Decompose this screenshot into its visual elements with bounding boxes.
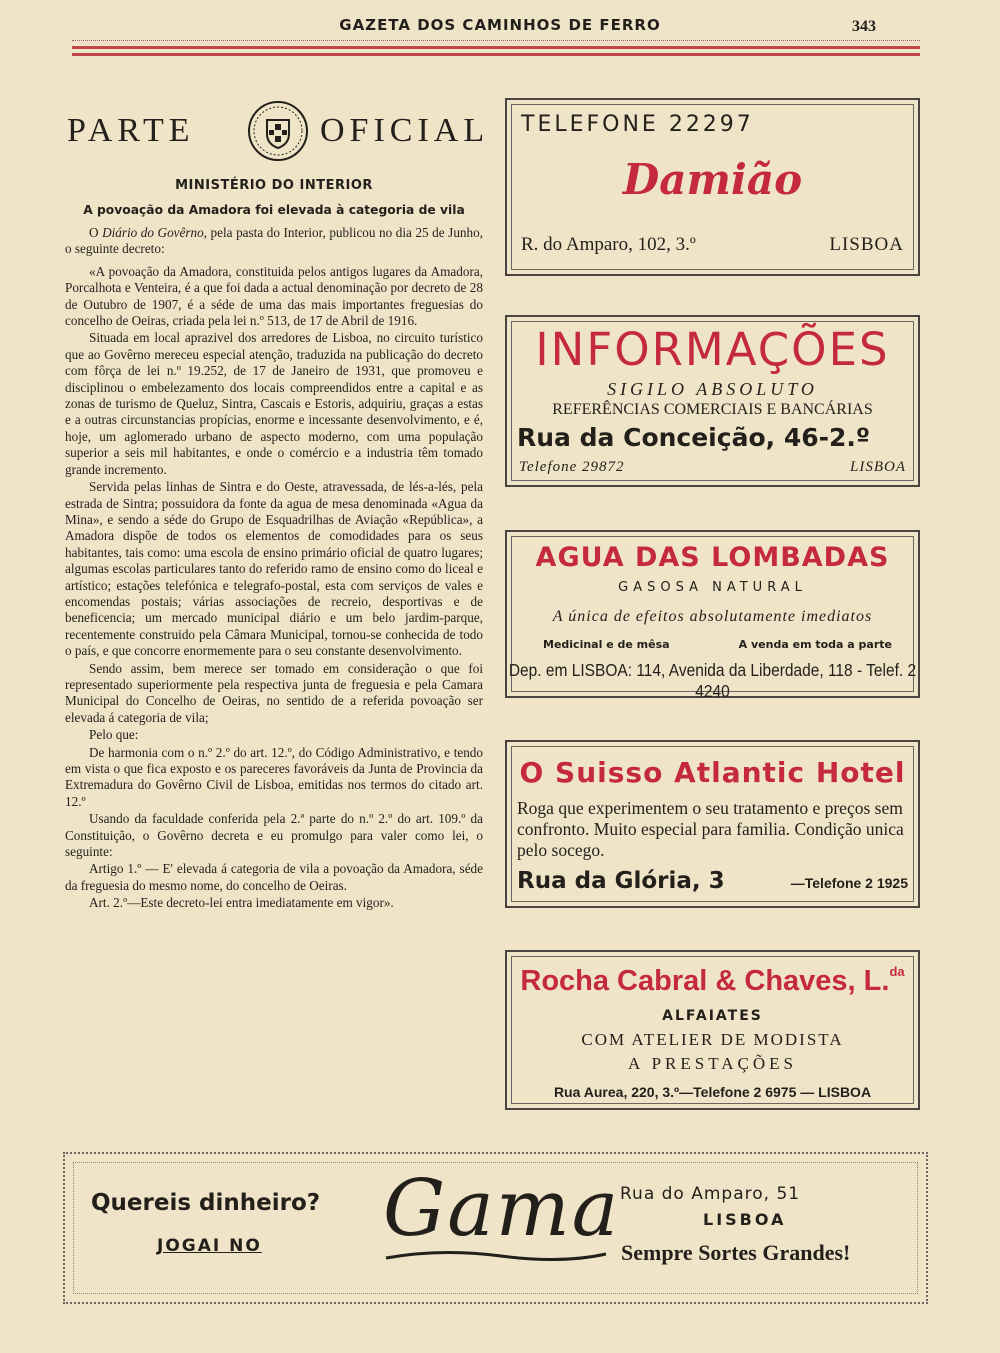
masthead-title: GAZETA DOS CAMINHOS DE FERRO xyxy=(339,16,661,34)
section-heading xyxy=(65,100,490,164)
ad-damiao xyxy=(505,98,920,276)
article-paragraph: Pelo que: xyxy=(89,727,139,743)
section-heading-right: OFICIAL xyxy=(320,112,490,149)
gama-swash-decoration xyxy=(381,1246,611,1266)
ad-rocha-address: Rua Aurea, 220, 3.º—Telefone 2 6975 — LISBOA xyxy=(553,1084,872,1100)
article-paragraph: Servida pelas linhas de Sintra e do Oeste, atravessada, de lés-a-lés, pela estrada de Sintra; possuidora da fonte da agua de mesa denominada «Agua da Mina», e sendo a séde do Grupo de Esquadrilhas de Aviação «República», a Amadora dispõe de todos os elementos de comodidades para os seus habitantes, tais como: uma escola de ensino primário oficial de quatro lugares; algumas escolas particulares tanto do referido ramo de ensino como do liceal e artístico; estações telefónica e telegrafo-postal, esta com serviços de vales e encomendas postais; várias associações de recreio, desportivas e de beneficencia; um mercado municipal diário e um belo jardim-parque, recentemente construido pela Câmara Municipal, tornou-se conhecida de todo o país, e que concorre enormemente para o seu constante desenvolvimento. xyxy=(65,479,483,659)
ad-damiao-city: LISBOA xyxy=(829,234,904,255)
ad-informacoes-subtitle: SIGILO ABSOLUTO xyxy=(607,379,818,399)
decree-title: A povoação da Amadora foi elevada à categoria de vila xyxy=(83,203,465,217)
ministry-heading: MINISTÉRIO DO INTERIOR xyxy=(175,178,373,193)
header-rule-dotted xyxy=(72,40,920,41)
section-heading-left: PARTE xyxy=(67,112,195,149)
header-rule-red xyxy=(72,46,920,49)
ad-lombadas-left-note: Medicinal e de mêsa xyxy=(543,638,670,651)
article-body xyxy=(65,225,483,912)
ad-lombadas xyxy=(505,530,920,702)
ad-lombadas-title: AGUA DAS LOMBADAS xyxy=(535,542,890,573)
ad-damiao-address: R. do Amparo, 102, 3.º xyxy=(521,234,696,255)
ad-informacoes-telephone: Telefone 29872 xyxy=(519,459,625,475)
ad-lombadas-depot: Dep. em LISBOA: 114, Avenida da Liberdade, 118 - Telef. 2 4240 xyxy=(508,661,917,702)
ad-rocha-title: Rocha Cabral & Chaves, L.$^{da}$ xyxy=(520,964,905,997)
ad-damiao-name: Damião xyxy=(622,155,803,204)
article-paragraph: Artigo 1.º — E' elevada á categoria de vila a povoação da Amadora, séde da freguesia do mesmo nome, do concelho de Oeiras. xyxy=(65,861,483,893)
ad-suisso-telephone: —Telefone 2 1925 xyxy=(790,875,908,891)
article-paragraph: «A povoação da Amadora, constituida pelos antigos lugares da Amadora, Porcalhota e Venteira, é a que foi dada a actual denominação por decreto de 28 de Outubro de 1907, é a séde de uma das mais importantes freguesias do concelho de Oeiras, criada pela lei n.º 513, de 17 de Abril de 1916. xyxy=(65,263,483,329)
ad-damiao-telephone: TELEFONE 22297 xyxy=(521,112,754,137)
ad-suisso-hotel xyxy=(505,740,920,908)
ad-suisso-address: Rua da Glória, 3 xyxy=(517,868,725,894)
page-number: 343 xyxy=(852,18,876,35)
ad-lombadas-right-note: A venda em toda a parte xyxy=(738,638,892,651)
ad-gama-city: LISBOA xyxy=(703,1210,787,1229)
portuguese-coat-of-arms-icon xyxy=(247,100,309,162)
ad-informacoes-city: LISBOA xyxy=(850,459,906,475)
ad-rocha-cabral xyxy=(505,950,920,1110)
ad-rocha-atelier: COM ATELIER DE MODISTA xyxy=(581,1030,844,1049)
ad-gama-brand: Gama xyxy=(383,1164,621,1254)
official-section xyxy=(65,100,490,913)
ad-gama-address: Rua do Amparo, 51 xyxy=(620,1184,801,1204)
ad-lombadas-subtitle: GASOSA NATURAL xyxy=(618,580,807,595)
article-paragraph: Art. 2.º—Este decreto-lei entra imediatamente em vigor». xyxy=(89,895,394,911)
ad-suisso-title: O Suisso Atlantic Hotel xyxy=(519,756,906,789)
ad-gama-call: JOGAI NO xyxy=(157,1236,262,1256)
header-rule-red-2 xyxy=(72,53,920,56)
ad-lombadas-tagline: A única de efeitos absolutamente imediatos xyxy=(552,608,873,625)
ad-rocha-trade: ALFAIATES xyxy=(662,1008,763,1024)
article-paragraph: De harmonia com o n.º 2.º do art. 12.º, do Código Administrativo, e tendo em vista o que fica exposto e os pareceres favoráveis da Junta de Provincia da Extremadura do Govêrno Civil de Lisboa, emitidas nos termos do citado art. 12.º xyxy=(65,744,483,809)
article-paragraph: Usando da faculdade conferida pela 2.ª parte do n.º 2.º do art. 109.º da Constituição, o Govêrno decreta e eu promulgo para valer como lei, o seguinte: xyxy=(65,811,483,860)
ad-informacoes-title: INFORMAÇÕES xyxy=(535,323,890,376)
ad-informacoes-address: Rua da Conceição, 46-2.º xyxy=(517,423,870,452)
ad-gama-lottery xyxy=(63,1152,928,1304)
ad-rocha-payment: A PRESTAÇÕES xyxy=(628,1054,797,1073)
ad-gama-slogan: Sempre Sortes Grandes! xyxy=(621,1240,851,1265)
newspaper-name: Diário do Govêrno xyxy=(102,225,204,240)
ad-informacoes xyxy=(505,315,920,487)
ad-informacoes-references: REFERÊNCIAS COMERCIAIS E BANCÁRIAS xyxy=(552,401,873,418)
article-paragraph: Sendo assim, bem merece ser tomado em consideração o que foi representado superiormente pela respectiva junta de freguesia e pela Camara Municipal do Concelho de Oeiras, no sentido de a referida povoação ser elevada á categoria de vila; xyxy=(65,660,483,725)
ad-suisso-description: Roga que experimentem o seu tratamento e preços sem confronto. Muito especial para familia. Condição unica pelo socego. xyxy=(517,798,904,860)
article-intro: O Diário do Govêrno, pela pasta do Interior, publicou no dia 25 de Junho, o seguinte decreto: xyxy=(65,225,483,257)
article-paragraph: Situada em local aprazivel dos arredores de Lisboa, no circuito turístico que ao Govêrno mereceu especial atenção, traduzida na publicação do decreto com fôrça de lei n.º 19.252, de 17 de Janeiro de 1931, que promoveu e disciplinou o embelezamento dos locais compreendidos entre a capital e as zonas de turismo de Queluz, Sintra, Cascais e Estoris, adquiriu, graças a estas e a outras circunstancias propícias, enorme e incessante desenvolvimento, e é, hoje, um aglomerado urbano de aspecto moderno, com uma população superior a seis mil habitantes, e onde o comércio e a industria têm tomado grande incremento. xyxy=(65,330,483,477)
ad-gama-question: Quereis dinheiro? xyxy=(91,1190,321,1216)
